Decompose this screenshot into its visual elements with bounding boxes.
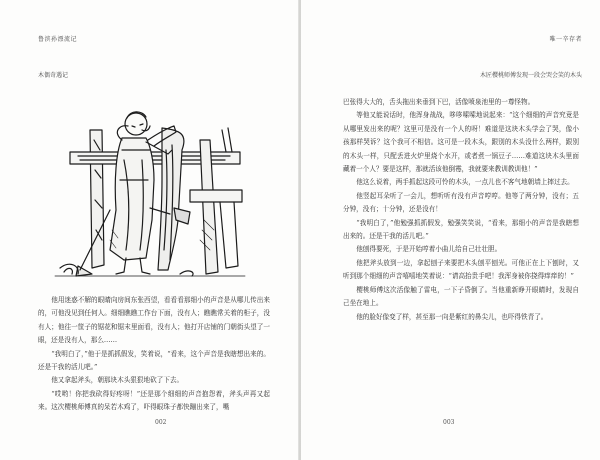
running-header: 鲁滨孙漂流记 <box>38 36 78 43</box>
body-text <box>38 294 270 415</box>
right-page <box>301 0 600 460</box>
paragraph: 他的脸好像变了样，甚至那一向是紫红的鼻尖儿，也吓得铁青了。 <box>356 312 548 321</box>
paragraph: 他这么说着，两手抓起这段可怜的木头，一点儿也不客气地朝墙上摔过去。 <box>356 178 574 187</box>
paragraph: 他把斧头放到一边，拿起刨子来要把木头刨平刨光。可他正在上下刨时，又听到那个细细的声音嘻嘻地笑着说：“请高抬贵手吧！我浑身被你挠得痒痒的！” <box>343 258 579 281</box>
paragraph: “哎哟！你把我砍得好疼呀！”还是那个细细的声音抱怨着，斧头声再又起来。这次樱桃师傅真的呆若木鸡了，吓得眼珠子都快蹦出来了，嘴 <box>38 389 270 412</box>
paragraph: “我明白了，”他勉强抓抓假发，勉强笑笑说，“看来，那细小的声音是我瞎想出来的。还是干我的活儿吧。” <box>343 218 579 241</box>
paragraph: 巴张得大大的，舌头拖出来垂到下巴，活像喷泉池里的一尊怪物。 <box>343 98 535 106</box>
paragraph: 他又拿起斧头，朝那块木头狠狠地砍了下去。 <box>51 376 184 385</box>
page-number: 003 <box>443 419 455 426</box>
paragraph: “我明白了，”他于是抓抓假发，笑着说，“看来，这个声音是我瞎想出来的。还是干我的活儿吧。” <box>38 349 270 372</box>
page-number: 002 <box>155 419 167 426</box>
paragraph: 他用迷惑不解的眼睛向房间东张西望，看看看那细小的声音是从哪儿传出来的，可他没见到任何人。细细瞧瞧工作台下面，没有人；瞧瞧常关着的柜子，没有人；他往一筐子的锯花和锯末里面看，没有人；他打开店铺的门朝街头望了一眼，还是没有人，那么…… <box>38 296 270 345</box>
carpenter-illustration <box>50 90 250 280</box>
running-header: 唯一辛存者 <box>549 36 582 43</box>
chapter-title: 木匠樱桃师傅发现一段会哭会笑的木头 <box>479 72 582 79</box>
left-page <box>0 0 299 460</box>
paragraph: 樱桃师傅这次活像触了雷电，一下子昏倒了。当他重新睁开眼睛时，发现自己坐在地上。 <box>343 285 579 308</box>
paragraph: 他竖起耳朵听了一会儿，想听听有没有声音哼哼。他等了两分钟，没有；五分钟，没有；十分钟，还是没有！ <box>343 191 579 214</box>
chapter-title: 木偶奇遇记 <box>38 72 69 79</box>
paragraph: 等他又能说话时，他浑身战战，哆哆嗦嗦地说起来：“这个细细的声音究竟是从哪里发出来的呢？这里可是没有一个人的呀！难道是这块木头学会了哭，像小孩那样哭诉？这个我可不相信。这可是一段木头，跟别的木头没什么两样，跟别的木头一样，只配丢进火炉里烧个水开，或者煮一锅豆子……难道这块木头里面藏着一个人？要是这样，那就活该他倒霉，我就要来教训教训他！” <box>343 111 579 174</box>
paragraph: 他刨得要死，于是开始哼着小曲儿给自己壮壮胆。 <box>356 245 502 254</box>
body-text <box>343 96 579 324</box>
